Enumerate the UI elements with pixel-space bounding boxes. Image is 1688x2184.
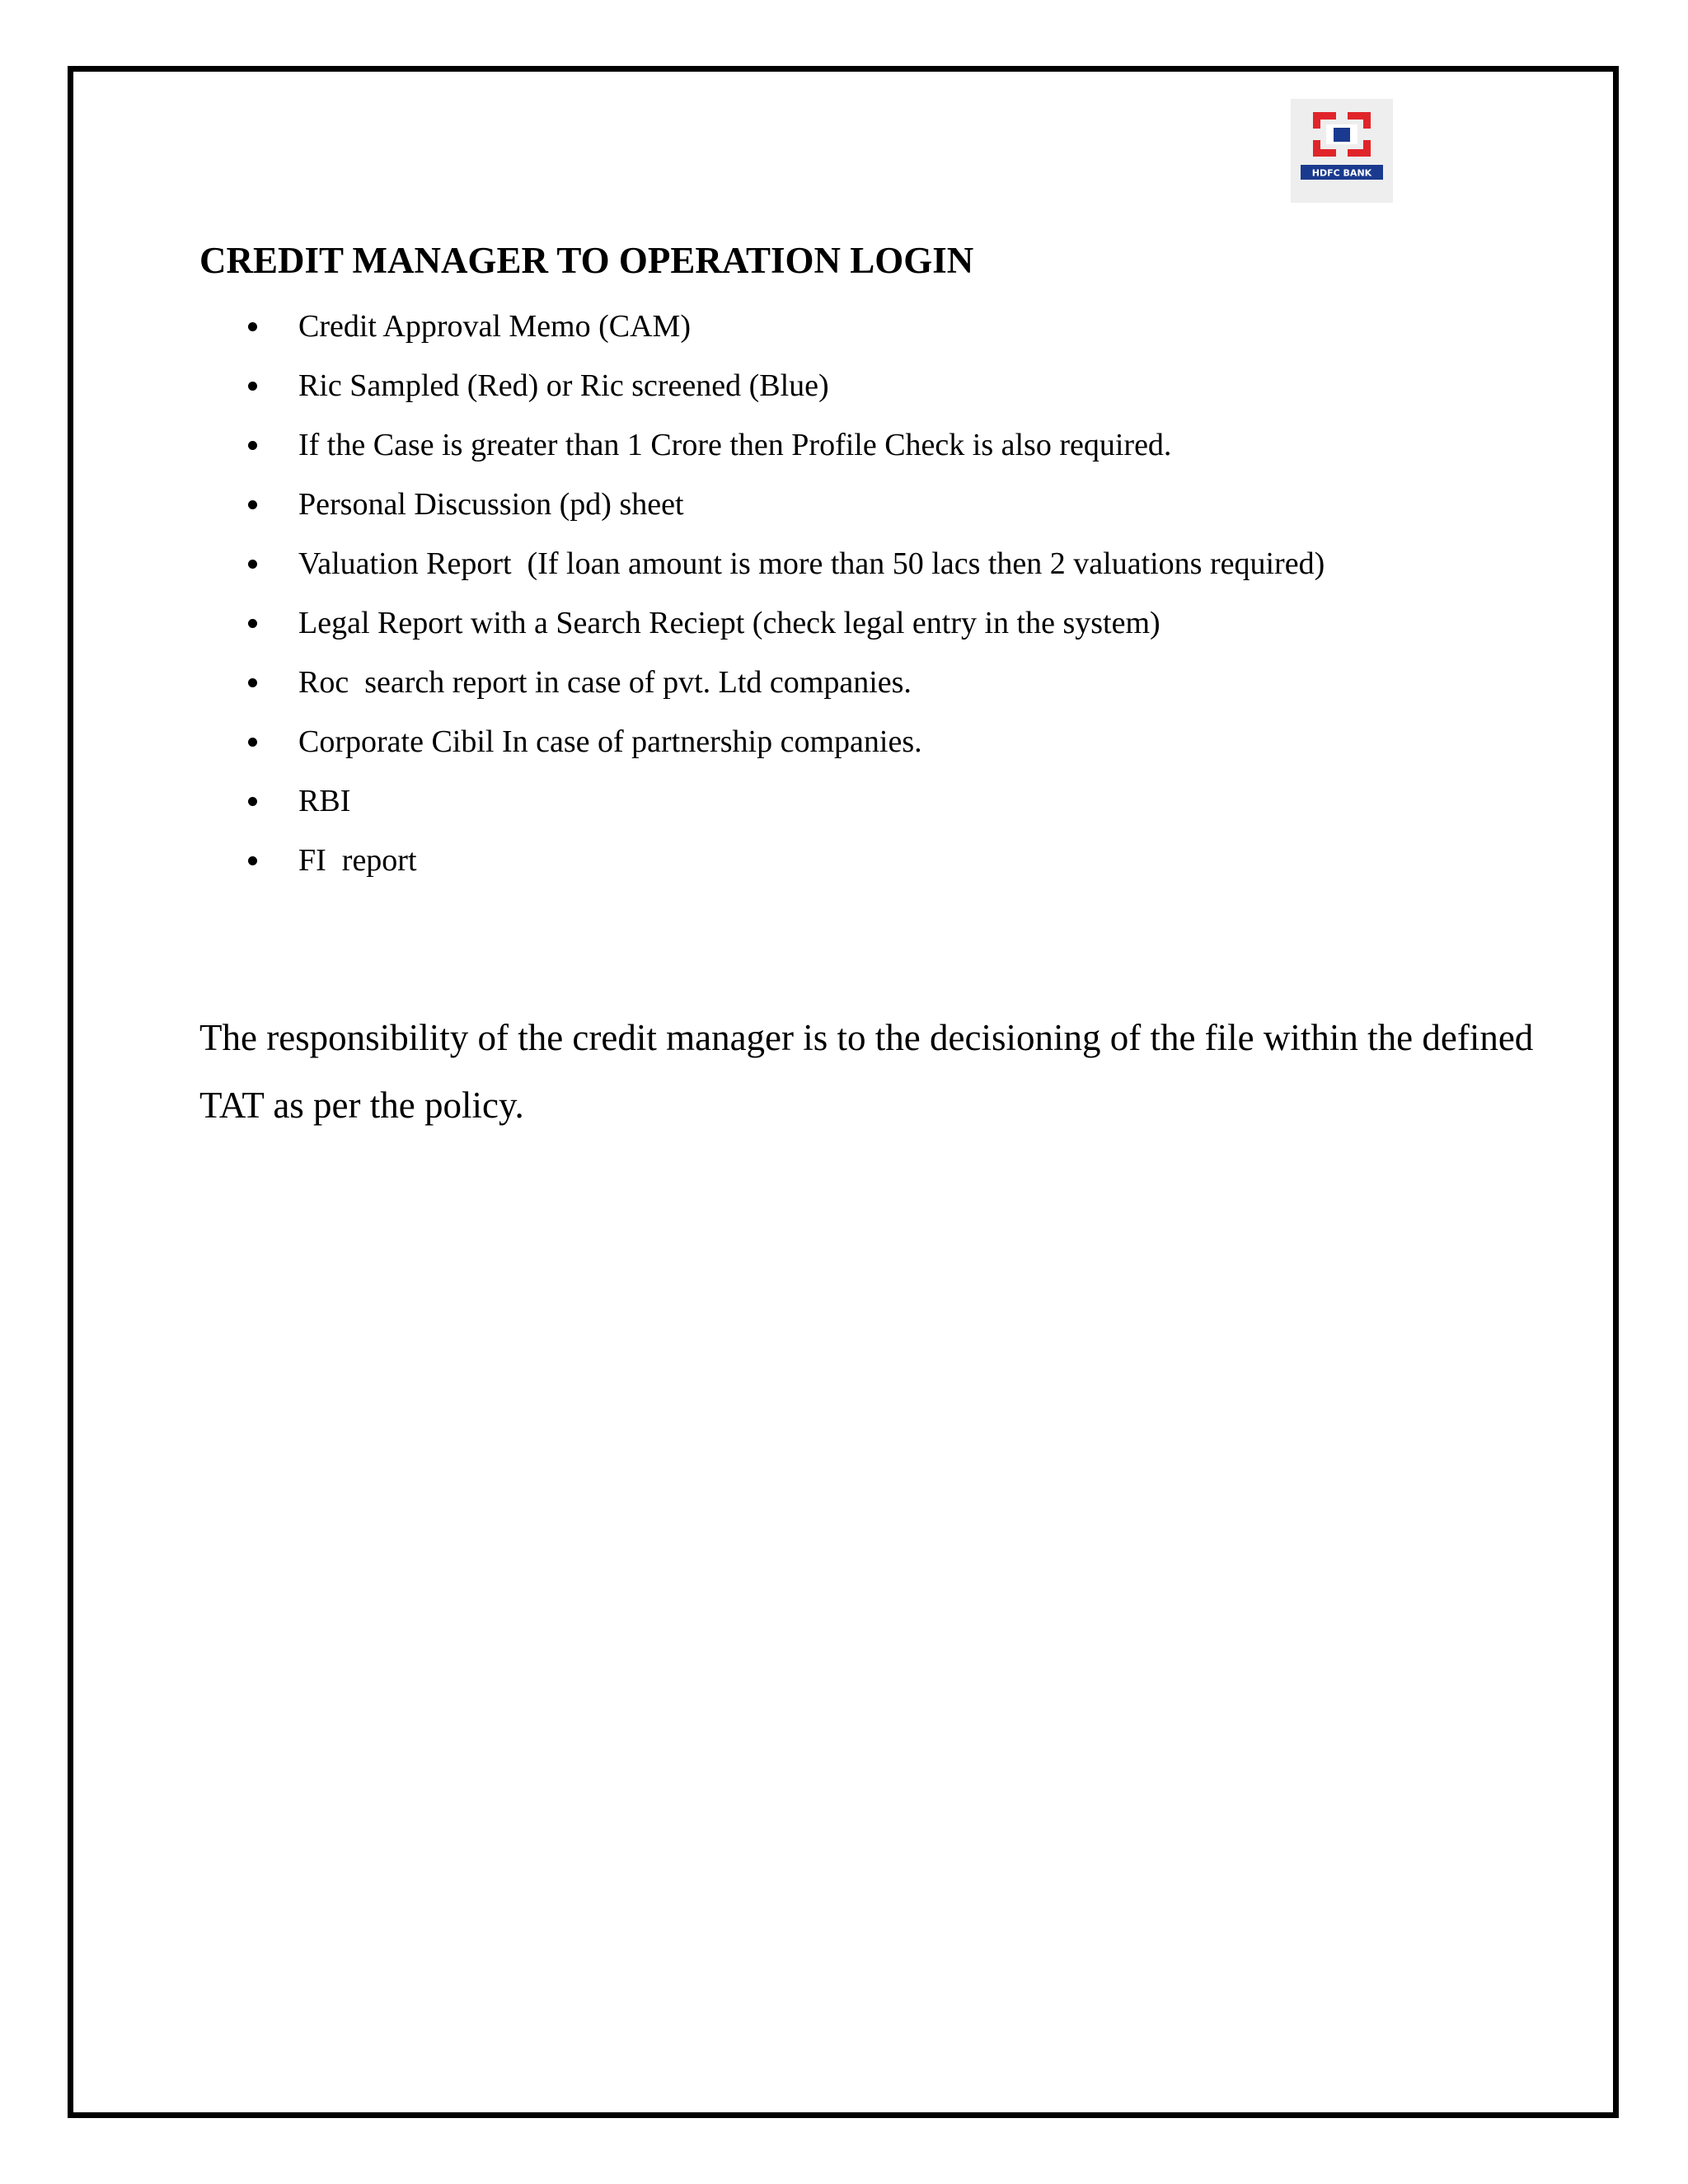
bullet-icon xyxy=(248,797,257,806)
list-item-text: Corporate Cibil In case of partnership companies. xyxy=(298,724,922,759)
responsibility-paragraph: The responsibility of the credit manager is to the decisioning of the file within the defined TAT as per the policy. xyxy=(199,1017,1534,1126)
list-item-text: Ric Sampled (Red) or Ric screened (Blue) xyxy=(298,368,829,403)
list-item-text: If the Case is greater than 1 Crore then Profile Check is also required. xyxy=(298,428,1172,462)
bullet-icon xyxy=(248,382,257,391)
hdfc-bank-logo xyxy=(1291,99,1393,203)
bullet-icon xyxy=(248,856,257,865)
bullet-icon xyxy=(248,322,257,331)
bullet-icon xyxy=(248,619,257,628)
bullet-icon xyxy=(248,738,257,747)
bullet-icon xyxy=(248,500,257,509)
list-item-text: Roc search report in case of pvt. Ltd companies. xyxy=(298,665,912,700)
list-item-text: Credit Approval Memo (CAM) xyxy=(298,309,692,344)
list-item-text: RBI xyxy=(298,784,351,818)
bullet-icon xyxy=(248,678,257,687)
list-item-text: Valuation Report (If loan amount is more than 50 lacs then 2 valuations required) xyxy=(298,546,1325,581)
page-heading: CREDIT MANAGER TO OPERATION LOGIN xyxy=(199,240,974,281)
hdfc-bank-logo-icon xyxy=(1291,99,1393,203)
list-item-text: Legal Report with a Search Reciept (check legal entry in the system) xyxy=(298,606,1160,640)
logo-text: HDFC BANK xyxy=(1311,167,1372,179)
bullet-icon xyxy=(248,441,257,450)
bullet-icon xyxy=(248,560,257,569)
list-item-text: FI report xyxy=(298,843,417,878)
list-item-text: Personal Discussion (pd) sheet xyxy=(298,487,684,522)
